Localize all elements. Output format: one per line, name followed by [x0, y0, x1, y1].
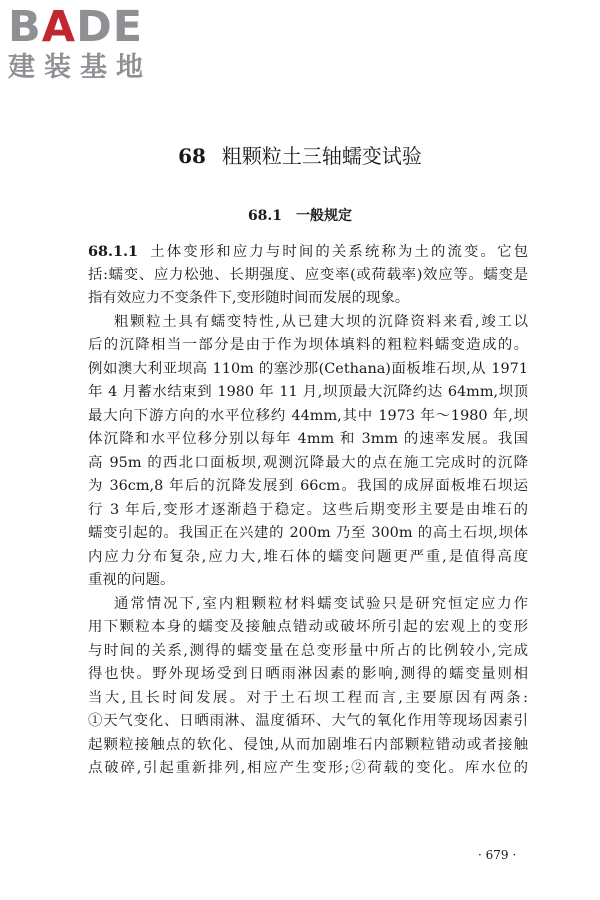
text-line: 起颗粒接触点的软化、侵蚀,从而加剧堆石内部颗粒错动或者接触: [88, 736, 528, 753]
section-title-text: 一般规定: [296, 208, 353, 224]
text-line: 高 95m 的西北口面板坝,观测沉降最大的点在施工完成时的沉降: [88, 454, 528, 471]
text-line: 后的沉降相当一部分是由于作为坝体填料的粗粒料蠕变造成的。: [88, 337, 528, 353]
text-line: 行 3 年后,变形才逐渐趋于稳定。这些后期变形主要是由堆石的: [88, 501, 528, 518]
brand-logo: [8, 4, 178, 88]
clause-number: 68.1.1: [88, 243, 139, 260]
text-line: 指有效应力不变条件下,变形随时间而发展的现象。: [88, 290, 410, 306]
text-line: ①天气变化、日晒雨淋、温度循环、大气的氧化作用等现场因素引: [88, 713, 528, 729]
body-text: [88, 240, 528, 781]
text-line: 68.1.1 土体变形和应力与时间的关系统称为土的流变。它包: [88, 243, 528, 260]
page-number: · 679 ·: [478, 848, 517, 862]
brand-logo-accent-letter: A: [41, 2, 77, 52]
text-line: 为 36cm,8 年后的沉降发展到 66cm。我国的成屏面板堆石坝运: [88, 478, 528, 494]
text-line: 括:蠕变、应力松弛、长期强度、应变率(或荷载率)效应等。蠕变是: [88, 266, 528, 283]
chapter-title: [0, 143, 600, 169]
brand-logo-mark: BADE: [8, 2, 144, 52]
chapter-title-text: 粗颗粒土三轴蠕变试验: [221, 144, 422, 168]
text-line: 年 4 月蓄水结束到 1980 年 11 月,坝顶最大沉降约达 64mm,坝顶: [88, 384, 528, 400]
text-line: 例如澳大利亚坝高 110m 的塞沙那(Cethana)面板堆石坝,从 1971: [88, 360, 528, 377]
section-heading: [0, 206, 600, 226]
chapter-number: 68: [178, 144, 206, 168]
text-line: 得也快。野外现场受到日晒雨淋因素的影响,测得的蠕变量则相: [88, 666, 528, 682]
text-line: 当大,且长时间发展。对于土石坝工程而言,主要原因有两条:: [88, 689, 528, 706]
text-line: 粗颗粒土具有蠕变特性,从已建大坝的沉降资料来看,竣工以: [114, 313, 528, 330]
text-line: 点破碎,引起重新排列,相应产生变形;②荷载的变化。库水位的: [88, 760, 528, 776]
text-line: 与时间的关系,测得的蠕变量在总变形量中所占的比例较小,完成: [88, 642, 528, 659]
text-line: 重视的问题。: [88, 572, 175, 588]
section-number: 68.1: [247, 208, 283, 224]
text-line: 用下颗粒本身的蠕变及接触点错动或破坏所引起的宏观上的变形: [88, 619, 528, 635]
text-line: 通常情况下,室内粗颗粒材料蠕变试验只是研究恒定应力作: [114, 595, 528, 612]
brand-logo-subtitle: 建装基地: [8, 52, 152, 83]
text-line: 体沉降和水平位移分别以每年 4mm 和 3mm 的速率发展。我国: [88, 431, 528, 447]
text-line: 蠕变引起的。我国正在兴建的 200m 乃至 300m 的高土石坝,坝体: [88, 525, 528, 541]
text-line: 最大向下游方向的水平位移约 44mm,其中 1973 年～1980 年,坝: [88, 407, 528, 424]
text-line: 内应力分布复杂,应力大,堆石体的蠕变问题更严重,是值得高度: [88, 548, 528, 565]
